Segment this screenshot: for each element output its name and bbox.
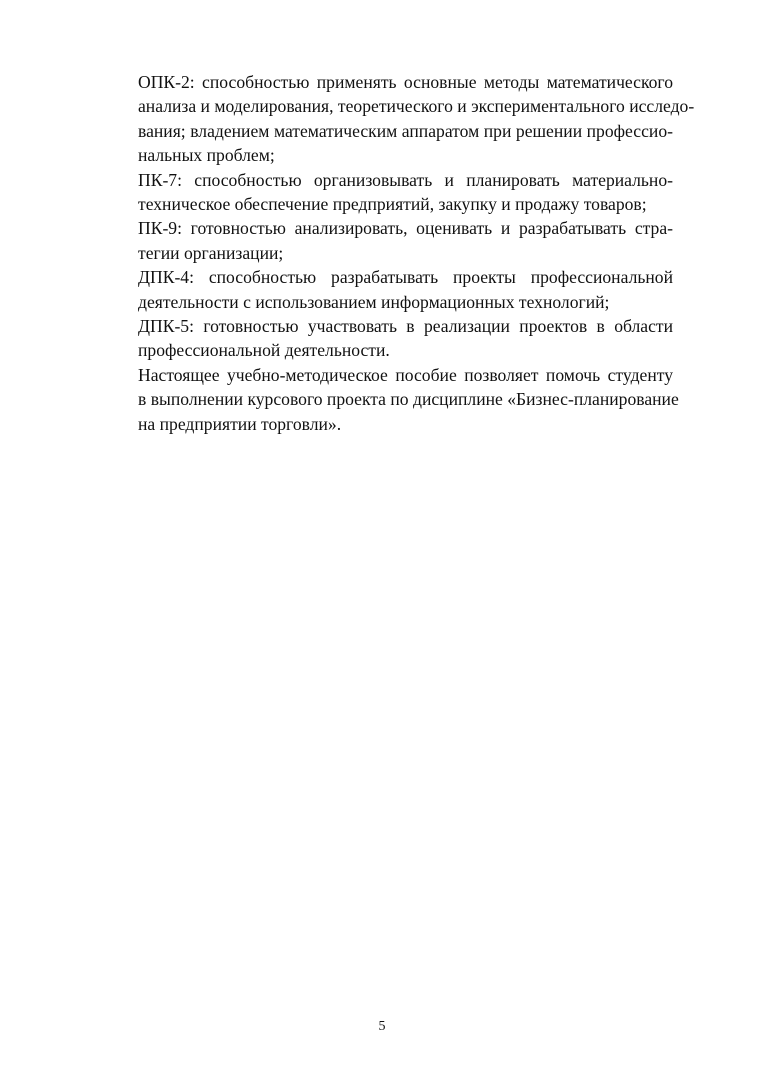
text-line: ДПК-5: готовностью участвовать в реализации проектов в области [138,316,673,337]
paragraph-opk-2 [91,70,695,168]
paragraph-pk-7 [91,168,673,217]
text-line: ОПК-2: способностью применять основные методы математического [138,72,673,92]
text-line: на предприятии торговли». [138,413,342,434]
text-line: нальных проблем; [138,145,275,166]
paragraph-pk-9 [91,216,673,265]
body-text [91,70,695,436]
text-line: ПК-9: готовностью анализировать, оценивать и разрабатывать стра- [138,218,673,239]
text-line: Настоящее учебно-методическое пособие позволяет помочь студенту [138,364,673,385]
text-line: тегии организации; [138,242,284,263]
text-line: анализа и моделирования, теоретического и экспериментального исследо- [138,96,695,117]
text-line: деятельности с использованием информационных технологий; [138,291,610,312]
text-line: профессиональной деятельности. [138,340,390,361]
text-line: ПК-7: способностью организовывать и планировать материально- [138,169,673,190]
page-number: 5 [378,1019,386,1034]
text-line: техническое обеспечение предприятий, закупку и продажу товаров; [138,194,647,215]
paragraph-dpk-4 [91,265,673,314]
paragraph-dpk-5 [91,314,673,363]
text-line: ДПК-4: способностью разрабатывать проекты профессиональной [138,267,673,288]
text-line: вания; владением математическим аппаратом при решении профессио- [138,120,673,141]
text-line: в выполнении курсового проекта по дисциплине «Бизнес-планирование [138,389,679,410]
paragraph-purpose [91,363,679,436]
